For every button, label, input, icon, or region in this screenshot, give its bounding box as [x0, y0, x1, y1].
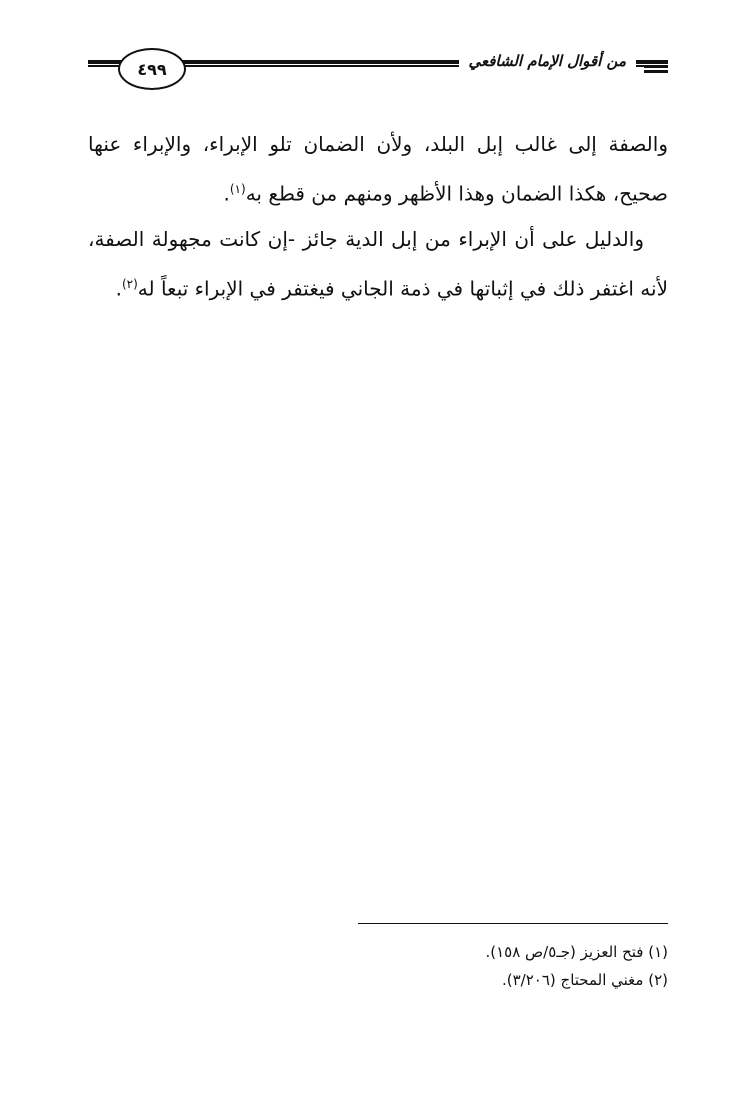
paragraph-2: والدليل على أن الإبراء من إبل الدية جائز -إن كانت مجهولة الصفة، لأنه اغتفر ذلك في إثباتها في ذمة الجاني فيغتفر في الإبراء تبعاً له$^{(٢)}$.: [88, 226, 668, 301]
footnote-1: (١) فتح العزيز (جـ٥/ص ١٥٨).: [485, 943, 668, 961]
running-header-title: من أقوال الإمام الشافعي: [459, 52, 637, 70]
page-number: ٤٩٩: [118, 48, 186, 90]
footnotes: [88, 938, 668, 994]
page-header: [88, 46, 668, 94]
footnote-2: (٢) مغني المحتاج (٣/٢٠٦).: [501, 971, 668, 989]
main-text: [88, 122, 668, 311]
header-ornament-bars: [644, 60, 668, 72]
footnote-separator: [358, 923, 668, 924]
footnote-ref-1[interactable]: (١): [229, 182, 246, 196]
paragraph-1: والصفة إلى غالب إبل البلد، ولأن الضمان تلو الإبراء، والإبراء عنها صحيح، هكذا الضمان وهذا الأظهر ومنهم من قطع به$^{(١)}$.: [88, 132, 668, 206]
footnote-ref-2[interactable]: (٢): [121, 276, 138, 291]
